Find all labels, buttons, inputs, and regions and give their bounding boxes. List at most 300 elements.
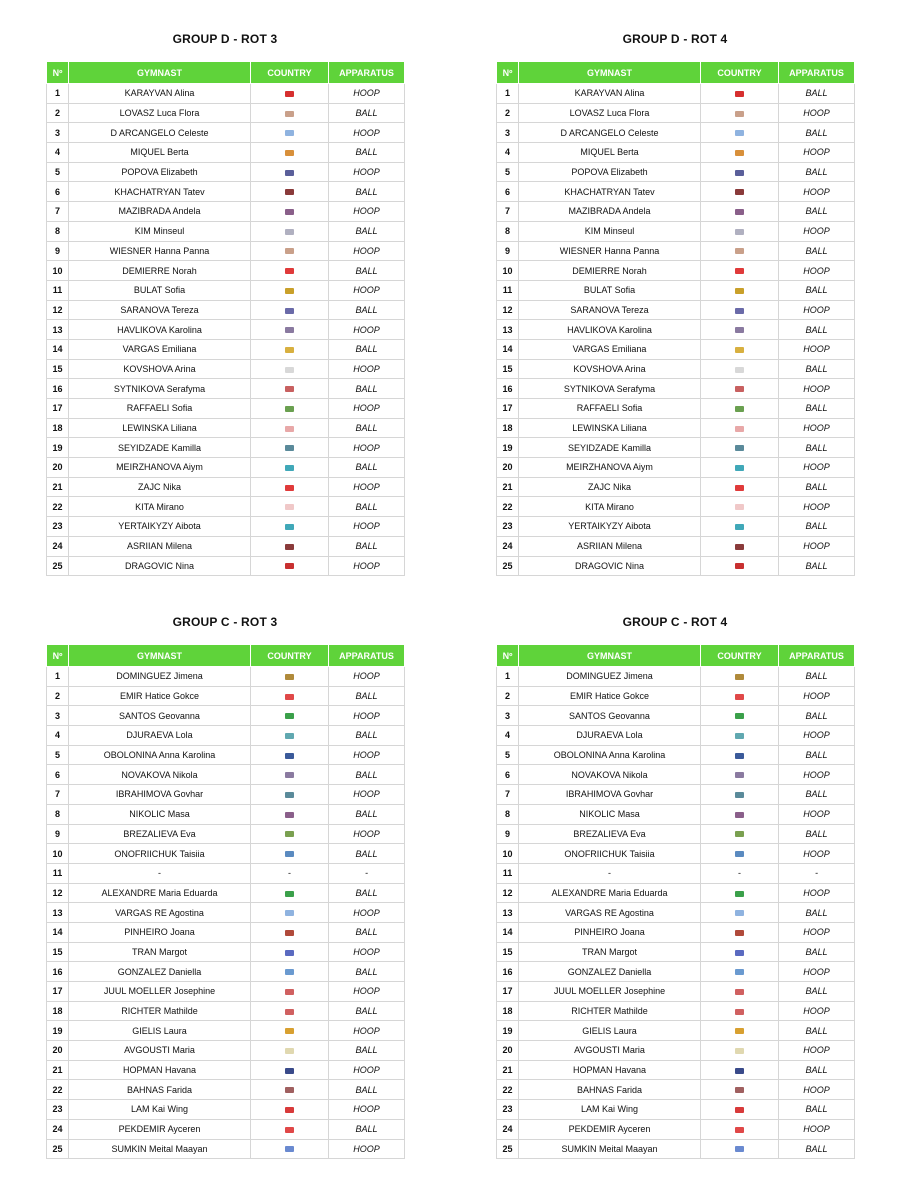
apparatus-cell: BALL bbox=[329, 300, 405, 320]
table-row bbox=[47, 824, 405, 844]
gymnast-name: LEWINSKA Liliana bbox=[519, 418, 701, 438]
roster-body bbox=[497, 667, 855, 1159]
table-row bbox=[497, 844, 855, 864]
table-row bbox=[497, 1100, 855, 1120]
row-number: 19 bbox=[497, 438, 519, 458]
gymnast-name: KOVSHOVA Arina bbox=[519, 359, 701, 379]
country-cell bbox=[251, 1139, 329, 1159]
country-flag-icon bbox=[735, 268, 744, 274]
country-flag-icon bbox=[735, 465, 744, 471]
table-row bbox=[47, 1100, 405, 1120]
gymnast-name: OBOLONINA Anna Karolina bbox=[519, 745, 701, 765]
row-number: 1 bbox=[497, 84, 519, 104]
gymnast-name: KITA Mirano bbox=[69, 497, 251, 517]
table-row bbox=[497, 1119, 855, 1139]
gymnast-name: KOVSHOVA Arina bbox=[69, 359, 251, 379]
country-cell bbox=[251, 556, 329, 576]
apparatus-cell: BALL bbox=[779, 942, 855, 962]
table-row bbox=[497, 379, 855, 399]
apparatus-cell: HOOP bbox=[329, 162, 405, 182]
apparatus-cell: BALL bbox=[329, 379, 405, 399]
row-number: 20 bbox=[47, 1041, 69, 1061]
row-number: 2 bbox=[497, 103, 519, 123]
gymnast-name: SARANOVA Tereza bbox=[519, 300, 701, 320]
gymnast-name: ZAJC Nika bbox=[69, 477, 251, 497]
gymnast-name: EMIR Hatice Gokce bbox=[69, 686, 251, 706]
table-row bbox=[497, 241, 855, 261]
apparatus-cell: HOOP bbox=[779, 103, 855, 123]
apparatus-cell: BALL bbox=[779, 477, 855, 497]
table-row bbox=[47, 883, 405, 903]
country-flag-icon bbox=[735, 308, 744, 314]
table-row bbox=[497, 84, 855, 104]
apparatus-cell: BALL bbox=[779, 517, 855, 537]
row-number: 18 bbox=[47, 1001, 69, 1021]
row-number: 12 bbox=[497, 883, 519, 903]
apparatus-cell: BALL bbox=[779, 706, 855, 726]
gymnast-name: DJURAEVA Lola bbox=[69, 726, 251, 746]
col-header-num: Nº bbox=[497, 62, 519, 84]
gymnast-name: VARGAS Emiliana bbox=[519, 339, 701, 359]
apparatus-cell: HOOP bbox=[779, 883, 855, 903]
table-row bbox=[47, 686, 405, 706]
apparatus-cell: HOOP bbox=[329, 1021, 405, 1041]
table-row bbox=[497, 1001, 855, 1021]
apparatus-cell: HOOP bbox=[329, 359, 405, 379]
table-row bbox=[497, 202, 855, 222]
gymnast-name: GIELIS Laura bbox=[69, 1021, 251, 1041]
country-flag-icon bbox=[285, 189, 294, 195]
apparatus-cell: HOOP bbox=[779, 379, 855, 399]
table-row bbox=[47, 241, 405, 261]
apparatus-cell: HOOP bbox=[779, 1041, 855, 1061]
gymnast-name: VARGAS Emiliana bbox=[69, 339, 251, 359]
row-number: 17 bbox=[497, 982, 519, 1002]
gymnast-name: BREZALIEVA Eva bbox=[69, 824, 251, 844]
row-number: 19 bbox=[497, 1021, 519, 1041]
country-flag-icon bbox=[735, 347, 744, 353]
row-number: 11 bbox=[47, 863, 69, 883]
country-cell bbox=[251, 903, 329, 923]
apparatus-cell: BALL bbox=[779, 745, 855, 765]
country-flag-icon bbox=[285, 1146, 294, 1152]
country-cell bbox=[251, 458, 329, 478]
row-number: 4 bbox=[47, 726, 69, 746]
row-number: 13 bbox=[497, 320, 519, 340]
country-flag-icon bbox=[285, 406, 294, 412]
apparatus-cell: HOOP bbox=[329, 556, 405, 576]
apparatus-cell: HOOP bbox=[329, 745, 405, 765]
gymnast-name: YERTAIKYZY Aibota bbox=[69, 517, 251, 537]
gymnast-name: KARAYVAN Alina bbox=[519, 84, 701, 104]
country-cell bbox=[251, 726, 329, 746]
apparatus-cell: HOOP bbox=[329, 1139, 405, 1159]
country-cell bbox=[701, 1100, 779, 1120]
apparatus-cell: HOOP bbox=[329, 84, 405, 104]
country-cell bbox=[251, 241, 329, 261]
country-cell bbox=[701, 903, 779, 923]
country-flag-icon bbox=[735, 1009, 744, 1015]
country-flag-icon bbox=[735, 544, 744, 550]
row-number: 17 bbox=[47, 982, 69, 1002]
gymnast-name: ZAJC Nika bbox=[519, 477, 701, 497]
row-number: 3 bbox=[497, 706, 519, 726]
country-cell bbox=[701, 84, 779, 104]
gymnast-name: BULAT Sofia bbox=[519, 280, 701, 300]
country-cell bbox=[701, 844, 779, 864]
country-flag-icon bbox=[735, 930, 744, 936]
table-row bbox=[497, 221, 855, 241]
row-number: 17 bbox=[497, 399, 519, 419]
row-number: 21 bbox=[497, 1060, 519, 1080]
country-flag-icon bbox=[735, 1087, 744, 1093]
country-cell bbox=[701, 883, 779, 903]
apparatus-cell: BALL bbox=[779, 824, 855, 844]
country-flag-icon bbox=[735, 969, 744, 975]
country-flag-icon bbox=[735, 367, 744, 373]
country-cell bbox=[701, 399, 779, 419]
country-flag-icon bbox=[735, 327, 744, 333]
row-number: 8 bbox=[497, 804, 519, 824]
table-row bbox=[47, 162, 405, 182]
table-row bbox=[497, 982, 855, 1002]
apparatus-cell: BALL bbox=[329, 844, 405, 864]
row-number: 25 bbox=[47, 556, 69, 576]
row-number: 24 bbox=[47, 1119, 69, 1139]
country-flag-icon bbox=[285, 1009, 294, 1015]
row-number: 10 bbox=[47, 261, 69, 281]
apparatus-cell: BALL bbox=[329, 1119, 405, 1139]
table-row bbox=[497, 785, 855, 805]
country-cell bbox=[251, 667, 329, 687]
country-cell bbox=[701, 162, 779, 182]
apparatus-cell: BALL bbox=[779, 1060, 855, 1080]
table-row bbox=[497, 536, 855, 556]
apparatus-cell: BALL bbox=[329, 1041, 405, 1061]
country-flag-icon bbox=[735, 209, 744, 215]
table-row bbox=[497, 261, 855, 281]
country-cell bbox=[251, 418, 329, 438]
gymnast-name: NIKOLIC Masa bbox=[519, 804, 701, 824]
country-flag-icon bbox=[735, 1146, 744, 1152]
gymnast-name: TRAN Margot bbox=[519, 942, 701, 962]
row-number: 3 bbox=[47, 123, 69, 143]
table-row bbox=[497, 320, 855, 340]
table-row bbox=[497, 706, 855, 726]
row-number: 10 bbox=[497, 261, 519, 281]
gymnast-name: MAZIBRADA Andela bbox=[519, 202, 701, 222]
table-row bbox=[47, 103, 405, 123]
gymnast-name: BREZALIEVA Eva bbox=[519, 824, 701, 844]
apparatus-cell: BALL bbox=[779, 280, 855, 300]
row-number: 17 bbox=[47, 399, 69, 419]
row-number: 2 bbox=[497, 686, 519, 706]
country-flag-icon bbox=[735, 1028, 744, 1034]
country-flag-icon bbox=[735, 910, 744, 916]
row-number: 5 bbox=[47, 745, 69, 765]
country-cell bbox=[701, 745, 779, 765]
gymnast-name: BULAT Sofia bbox=[69, 280, 251, 300]
row-number: 2 bbox=[47, 686, 69, 706]
apparatus-cell: HOOP bbox=[329, 982, 405, 1002]
country-flag-icon bbox=[285, 111, 294, 117]
country-cell bbox=[251, 399, 329, 419]
table-row bbox=[47, 458, 405, 478]
col-header-country: COUNTRY bbox=[701, 62, 779, 84]
col-header-apparatus: APPARATUS bbox=[329, 62, 405, 84]
country-flag-icon bbox=[735, 445, 744, 451]
table-row bbox=[497, 399, 855, 419]
row-number: 1 bbox=[47, 84, 69, 104]
apparatus-cell: BALL bbox=[329, 143, 405, 163]
country-flag-icon bbox=[285, 524, 294, 530]
table-row bbox=[497, 942, 855, 962]
row-number: 12 bbox=[497, 300, 519, 320]
apparatus-cell: BALL bbox=[779, 785, 855, 805]
row-number: 11 bbox=[47, 280, 69, 300]
table-row bbox=[47, 1060, 405, 1080]
apparatus-cell: BALL bbox=[779, 667, 855, 687]
country-cell bbox=[251, 804, 329, 824]
row-number: 2 bbox=[47, 103, 69, 123]
apparatus-cell: HOOP bbox=[779, 458, 855, 478]
country-cell bbox=[701, 536, 779, 556]
table-row bbox=[47, 517, 405, 537]
country-cell bbox=[251, 261, 329, 281]
country-flag-icon bbox=[285, 209, 294, 215]
gymnast-name: RAFFAELI Sofia bbox=[69, 399, 251, 419]
apparatus-cell: - bbox=[329, 863, 405, 883]
table-row bbox=[497, 804, 855, 824]
apparatus-cell: BALL bbox=[779, 320, 855, 340]
gymnast-name: MIQUEL Berta bbox=[69, 143, 251, 163]
row-number: 9 bbox=[497, 241, 519, 261]
table-row bbox=[47, 339, 405, 359]
table-row bbox=[497, 517, 855, 537]
row-number: 21 bbox=[47, 1060, 69, 1080]
gymnast-name: DEMIERRE Norah bbox=[519, 261, 701, 281]
table-row bbox=[497, 1080, 855, 1100]
table-row bbox=[497, 103, 855, 123]
country-cell bbox=[701, 221, 779, 241]
country-cell bbox=[701, 785, 779, 805]
table-row bbox=[47, 123, 405, 143]
row-number: 23 bbox=[497, 517, 519, 537]
country-flag-icon bbox=[285, 950, 294, 956]
country-placeholder: - bbox=[738, 868, 741, 879]
row-number: 10 bbox=[497, 844, 519, 864]
gymnast-name: HAVLIKOVA Karolina bbox=[519, 320, 701, 340]
table-row bbox=[497, 903, 855, 923]
row-number: 25 bbox=[497, 1139, 519, 1159]
country-cell bbox=[251, 497, 329, 517]
country-cell bbox=[701, 280, 779, 300]
gymnast-name: LEWINSKA Liliana bbox=[69, 418, 251, 438]
gymnast-name: MIQUEL Berta bbox=[519, 143, 701, 163]
row-number: 11 bbox=[497, 863, 519, 883]
gymnast-name: SUMKIN Meital Maayan bbox=[519, 1139, 701, 1159]
country-cell bbox=[251, 1100, 329, 1120]
country-flag-icon bbox=[285, 327, 294, 333]
table-row bbox=[47, 863, 405, 883]
country-cell bbox=[251, 686, 329, 706]
row-number: 16 bbox=[47, 379, 69, 399]
country-cell bbox=[251, 536, 329, 556]
table-row bbox=[47, 320, 405, 340]
gymnast-name: IBRAHIMOVA Govhar bbox=[69, 785, 251, 805]
table-row bbox=[47, 379, 405, 399]
country-flag-icon bbox=[735, 733, 744, 739]
apparatus-cell: HOOP bbox=[329, 438, 405, 458]
table-row bbox=[47, 556, 405, 576]
country-cell bbox=[251, 280, 329, 300]
row-number: 1 bbox=[47, 667, 69, 687]
row-number: 8 bbox=[47, 804, 69, 824]
panel-group-c-rot-3 bbox=[46, 614, 404, 1159]
apparatus-cell: BALL bbox=[329, 418, 405, 438]
row-number: 19 bbox=[47, 1021, 69, 1041]
country-cell bbox=[701, 438, 779, 458]
row-number: 20 bbox=[47, 458, 69, 478]
country-cell bbox=[251, 477, 329, 497]
col-header-country: COUNTRY bbox=[251, 62, 329, 84]
gymnast-name: ALEXANDRE Maria Eduarda bbox=[519, 883, 701, 903]
apparatus-cell: HOOP bbox=[779, 221, 855, 241]
panel-group-d-rot-4 bbox=[496, 31, 854, 576]
table-row bbox=[47, 903, 405, 923]
panel-group-d-rot-3 bbox=[46, 31, 404, 576]
gymnast-name: GONZALEZ Daniella bbox=[69, 962, 251, 982]
apparatus-cell: HOOP bbox=[779, 339, 855, 359]
row-number: 8 bbox=[47, 221, 69, 241]
table-row bbox=[47, 143, 405, 163]
apparatus-cell: HOOP bbox=[329, 706, 405, 726]
row-number: 19 bbox=[47, 438, 69, 458]
gymnast-name: KITA Mirano bbox=[519, 497, 701, 517]
country-flag-icon bbox=[735, 229, 744, 235]
gymnast-name: ALEXANDRE Maria Eduarda bbox=[69, 883, 251, 903]
row-number: 24 bbox=[497, 536, 519, 556]
country-cell bbox=[251, 785, 329, 805]
country-flag-icon bbox=[285, 1028, 294, 1034]
country-cell bbox=[251, 103, 329, 123]
gymnast-name: SARANOVA Tereza bbox=[69, 300, 251, 320]
row-number: 25 bbox=[47, 1139, 69, 1159]
row-number: 22 bbox=[497, 1080, 519, 1100]
gymnast-name: LAM Kai Wing bbox=[519, 1100, 701, 1120]
row-number: 18 bbox=[497, 418, 519, 438]
apparatus-cell: BALL bbox=[779, 84, 855, 104]
apparatus-cell: HOOP bbox=[779, 726, 855, 746]
table-row bbox=[47, 1139, 405, 1159]
country-flag-icon bbox=[735, 130, 744, 136]
apparatus-cell: BALL bbox=[329, 103, 405, 123]
gymnast-name: MEIRZHANOVA Aiym bbox=[519, 458, 701, 478]
table-row bbox=[47, 844, 405, 864]
country-cell bbox=[701, 379, 779, 399]
country-flag-icon bbox=[285, 753, 294, 759]
col-header-num: Nº bbox=[497, 645, 519, 667]
country-flag-icon bbox=[735, 694, 744, 700]
row-number: 5 bbox=[497, 162, 519, 182]
gymnast-name: KARAYVAN Alina bbox=[69, 84, 251, 104]
country-cell bbox=[701, 261, 779, 281]
country-flag-icon bbox=[735, 524, 744, 530]
row-number: 22 bbox=[47, 497, 69, 517]
apparatus-cell: HOOP bbox=[779, 686, 855, 706]
country-cell bbox=[701, 765, 779, 785]
country-cell bbox=[251, 1060, 329, 1080]
country-cell bbox=[701, 202, 779, 222]
gymnast-name: BAHNAS Farida bbox=[519, 1080, 701, 1100]
gymnast-name: SUMKIN Meital Maayan bbox=[69, 1139, 251, 1159]
table-row bbox=[497, 765, 855, 785]
country-flag-icon bbox=[735, 91, 744, 97]
apparatus-cell: BALL bbox=[779, 123, 855, 143]
table-row bbox=[497, 745, 855, 765]
table-row bbox=[47, 261, 405, 281]
country-flag-icon bbox=[735, 386, 744, 392]
col-header-num: Nº bbox=[47, 645, 69, 667]
table-row bbox=[497, 182, 855, 202]
row-number: 10 bbox=[47, 844, 69, 864]
apparatus-cell: BALL bbox=[329, 922, 405, 942]
country-cell bbox=[251, 922, 329, 942]
row-number: 5 bbox=[47, 162, 69, 182]
country-cell bbox=[251, 339, 329, 359]
roster-body bbox=[497, 84, 855, 576]
table-row bbox=[47, 942, 405, 962]
country-cell bbox=[251, 320, 329, 340]
col-header-apparatus: APPARATUS bbox=[329, 645, 405, 667]
country-cell bbox=[701, 241, 779, 261]
col-header-apparatus: APPARATUS bbox=[779, 645, 855, 667]
table-row bbox=[47, 1080, 405, 1100]
gymnast-name: WIESNER Hanna Panna bbox=[519, 241, 701, 261]
apparatus-cell: BALL bbox=[329, 962, 405, 982]
country-cell bbox=[701, 942, 779, 962]
country-flag-icon bbox=[285, 170, 294, 176]
table-row bbox=[497, 438, 855, 458]
apparatus-cell: HOOP bbox=[329, 903, 405, 923]
country-flag-icon bbox=[285, 831, 294, 837]
table-row bbox=[47, 280, 405, 300]
col-header-gymnast: GYMNAST bbox=[519, 645, 701, 667]
apparatus-cell: BALL bbox=[779, 162, 855, 182]
roster-table bbox=[496, 61, 855, 576]
country-flag-icon bbox=[285, 674, 294, 680]
apparatus-cell: BALL bbox=[329, 261, 405, 281]
apparatus-cell: BALL bbox=[329, 497, 405, 517]
country-flag-icon bbox=[285, 733, 294, 739]
row-number: 9 bbox=[47, 824, 69, 844]
country-flag-icon bbox=[735, 406, 744, 412]
row-number: 15 bbox=[497, 942, 519, 962]
row-number: 12 bbox=[47, 300, 69, 320]
country-cell bbox=[701, 726, 779, 746]
gymnast-name: HAVLIKOVA Karolina bbox=[69, 320, 251, 340]
country-flag-icon bbox=[285, 308, 294, 314]
apparatus-cell: HOOP bbox=[329, 517, 405, 537]
country-cell bbox=[251, 162, 329, 182]
country-cell bbox=[701, 339, 779, 359]
country-cell bbox=[701, 300, 779, 320]
gymnast-name: MAZIBRADA Andela bbox=[69, 202, 251, 222]
country-flag-icon bbox=[285, 772, 294, 778]
country-flag-icon bbox=[285, 504, 294, 510]
country-flag-icon bbox=[285, 268, 294, 274]
table-row bbox=[497, 143, 855, 163]
